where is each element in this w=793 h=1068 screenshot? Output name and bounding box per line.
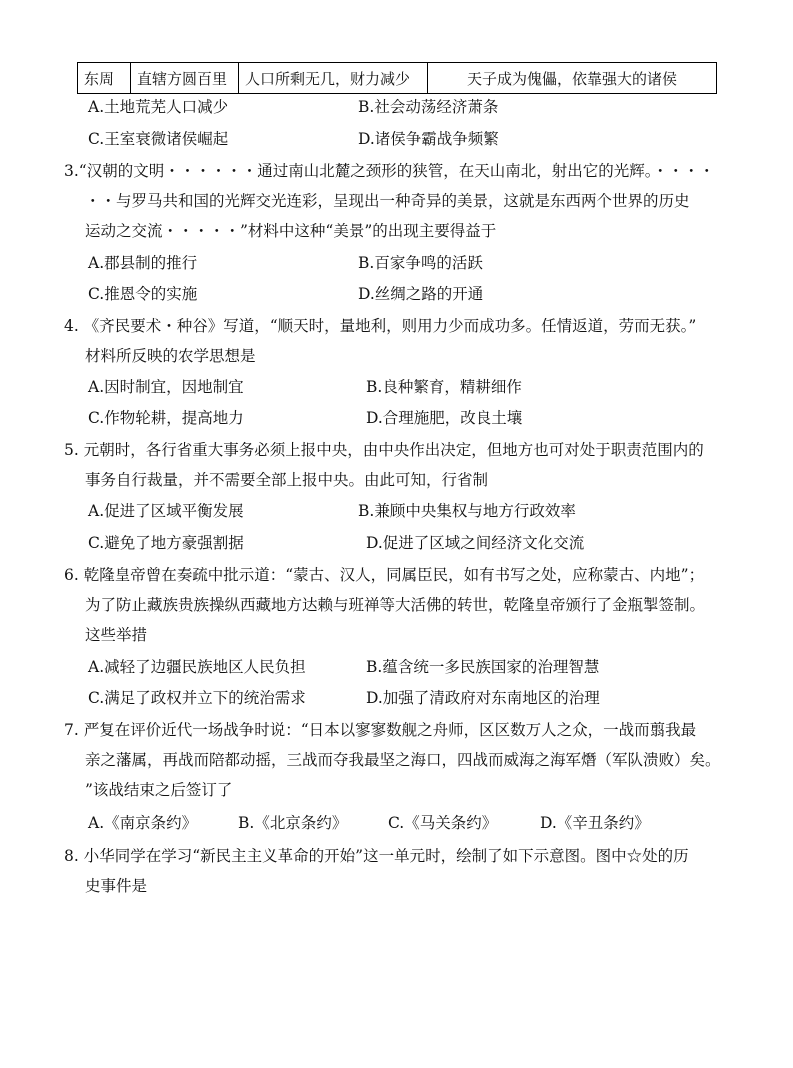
q7-option-b[interactable]: B.《北京条约》 — [238, 814, 348, 832]
q6-option-a[interactable]: A.减轻了边疆民族地区人民负担 — [88, 658, 306, 676]
q3-option-a[interactable]: A.郡县制的推行 — [88, 254, 198, 272]
q6-stem-line-2: 为了防止藏族贵族操纵西藏地方达赖与班禅等大活佛的转世，乾隆皇帝颁行了金瓶掣签制。 — [85, 596, 706, 614]
q2-option-b[interactable]: B.社会动荡经济萧条 — [358, 98, 499, 116]
q7-stem-line-2: 亲之藩属，再战而陪都动摇，三战而夺我最坚之海口，四战而威海之海军熸（军队溃败）矣。 — [85, 751, 721, 769]
q4-option-c[interactable]: C.作物轮耕，提高地力 — [88, 409, 244, 427]
table-cell-period: 东周 — [78, 63, 131, 94]
q4-option-d[interactable]: D.合理施肥，改良土壤 — [366, 409, 523, 427]
q6-option-c[interactable]: C.满足了政权并立下的统治需求 — [88, 689, 306, 707]
q8-stem-line-1: 8. 小华同学在学习“新民主主义革命的开始”这一单元时，绘制了如下示意图。图中☆处的历 — [64, 847, 689, 865]
table-cell-territory: 直辖方圆百里 — [131, 63, 239, 94]
q3-stem-line-3: 运动之交流・・・・・”材料中这种“美景”的出现主要得益于 — [85, 222, 497, 240]
table-row — [78, 63, 717, 94]
q3-stem-line-2: ・・与罗马共和国的光辉交光连彩，呈现出一种奇异的美景，这就是东西两个世界的历史 — [85, 192, 690, 210]
q2-option-d[interactable]: D.诸侯争霸战争频繁 — [358, 130, 499, 148]
q5-option-a[interactable]: A.促进了区域平衡发展 — [88, 502, 244, 520]
q5-stem-line-1: 5. 元朝时，各行省重大事务必须上报中央，由中央作出决定，但地方也可对处于职责范围内的 — [64, 441, 704, 459]
q1-table-fragment — [77, 62, 717, 94]
q3-stem-line-1: 3.“汉朝的文明・・・・・・通过南山北麓之颈形的狭管，在天山南北，射出它的光辉。・・・・ — [64, 162, 715, 180]
q7-option-d[interactable]: D.《辛丑条约》 — [540, 814, 650, 832]
q7-option-c[interactable]: C.《马关条约》 — [388, 814, 498, 832]
q4-stem-line-1: 4. 《齐民要术・种谷》写道，“顺天时，量地利，则用力少而成功多。任情返道，劳而无获。” — [64, 317, 697, 335]
q3-option-d[interactable]: D.丝绸之路的开通 — [358, 285, 484, 303]
q3-option-b[interactable]: B.百家争鸣的活跃 — [358, 254, 483, 272]
q5-stem-line-2: 事务自行裁量，并不需要全部上报中央。由此可知，行省制 — [85, 471, 489, 489]
q2-option-c[interactable]: C.王室衰微诸侯崛起 — [88, 130, 229, 148]
q6-stem-line-1: 6. 乾隆皇帝曾在奏疏中批示道：“蒙古、汉人，同属臣民，如有书写之处，应称蒙古、内地”； — [64, 566, 705, 584]
table-cell-status: 天子成为傀儡，依靠强大的诸侯 — [428, 63, 717, 94]
q6-option-d[interactable]: D.加强了清政府对东南地区的治理 — [366, 689, 600, 707]
q8-stem-line-2: 史事件是 — [85, 877, 148, 895]
q4-option-b[interactable]: B.良种繁育，精耕细作 — [366, 378, 522, 396]
q7-option-a[interactable]: A.《南京条约》 — [88, 814, 198, 832]
q6-option-b[interactable]: B.蕴含统一多民族国家的治理智慧 — [366, 658, 600, 676]
q7-stem-line-3: ”该战结束之后签订了 — [85, 781, 233, 799]
q7-stem-line-1: 7. 严复在评价近代一场战争时说：“日本以寥寥数舰之舟师，区区数万人之众，一战而翦我最 — [64, 721, 697, 739]
q5-option-c[interactable]: C.避免了地方豪强割据 — [88, 534, 244, 552]
q4-option-a[interactable]: A.因时制宜，因地制宜 — [88, 378, 244, 396]
q5-option-d[interactable]: D.促进了区域之间经济文化交流 — [366, 534, 585, 552]
q6-stem-line-3: 这些举措 — [85, 626, 148, 644]
q3-option-c[interactable]: C.推恩令的实施 — [88, 285, 198, 303]
table-cell-resources: 人口所剩无几，财力减少 — [239, 63, 428, 94]
q4-stem-line-2: 材料所反映的农学思想是 — [85, 347, 256, 365]
q2-option-a[interactable]: A.土地荒芜人口减少 — [88, 98, 229, 116]
q5-option-b[interactable]: B.兼顾中央集权与地方行政效率 — [358, 502, 576, 520]
